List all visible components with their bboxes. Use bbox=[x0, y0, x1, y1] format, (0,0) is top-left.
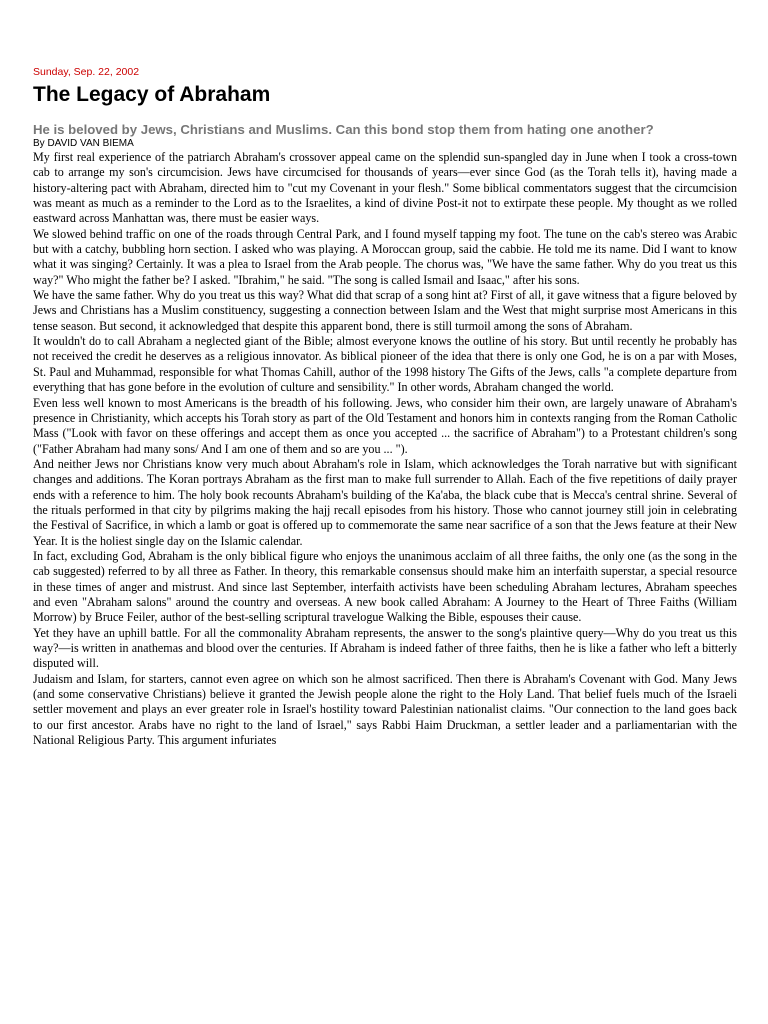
article-paragraph: We have the same father. Why do you treat us this way? What did that scrap of a song hint at? First of all, it gave witness that a figure beloved by Jews and Christians has a Muslim constituency, suggesting a connection between Islam and the West that might surprise most Americans in this tense season. But second, it acknowledged that despite this apparent bond, there is still turmoil among the sons of Abraham. bbox=[33, 288, 737, 333]
article-paragraph: My first real experience of the patriarch Abraham's crossover appeal came on the splendid sun-spangled day in June when I took a cross-town cab to arrange my son's circumcision. Jews have circumcised for thousands of years—ever since God (as the Torah tells it), having made a history-altering pact with Abraham, directed him to "cut my Covenant in your flesh." Some biblical commentators suggest that the circumcision was meant as much as a reminder to the Lord as to the Israelites, a kind of divine Post-it not to extirpate these people. My thought as we rolled eastward across Manhattan was, there must be easier ways. bbox=[33, 150, 737, 226]
article-paragraph: Yet they have an uphill battle. For all the commonality Abraham represents, the answer to the song's plaintive query—Why do you treat us this way?—is written in anathemas and blood over the centuries. If Abraham is indeed father of three faiths, then he is like a father who left a bitterly disputed will. bbox=[33, 625, 737, 671]
article-date: Sunday, Sep. 22, 2002 bbox=[33, 66, 140, 78]
article-byline: By DAVID VAN BIEMA bbox=[33, 138, 134, 149]
article-paragraph: Judaism and Islam, for starters, cannot even agree on which son he almost sacrificed. Then there is Abraham's Covenant with God. Many Jews (and some conservative Christians) believe it granted the Jewish people alone the right to the Holy Land. That belief fuels much of the Israeli settler movement and plays an ever greater role in Israel's hostility toward Palestinian nationalist claims. "Our connection to the land goes back to our first ancestor. Arabs have no right to the land of Israel," says Rabbi Haim Druckman, a settler leader and a parliamentarian with the National Religious Party. This argument infuriates bbox=[33, 671, 737, 748]
article-paragraph: In fact, excluding God, Abraham is the only biblical figure who enjoys the unanimous acclaim of all three faiths, the only one (as the song in the cab suggested) referred to by all three as Father. In theory, this remarkable consensus should make him an interfaith superstar, a special resource in these times of anger and mistrust. And since last September, interfaith activists have been scheduling Abraham lectures, Abraham speeches and even "Abraham salons" around the country and overseas. A new book called Abraham: A Journey to the Heart of Three Faiths (William Morrow) by Bruce Feiler, author of the best-selling scriptural travelogue Walking the Bible, espouses their cause. bbox=[33, 548, 737, 625]
article-title: The Legacy of Abraham bbox=[33, 83, 271, 106]
article-body bbox=[33, 150, 737, 748]
article-paragraph: Even less well known to most Americans is the breadth of his following. Jews, who consider him their own, are largely unaware of Abraham's presence in Christianity, which accepts his Torah story as part of the Old Testament and honors him in contexts ranging from the Roman Catholic Mass ("Look with favor on these offerings and accept them as once you accepted ... the sacrifice of Abraham") to a Protestant children's song ("Father Abraham had many sons/ And I am one of them and so are you ... "). bbox=[33, 395, 737, 456]
article-paragraph: And neither Jews nor Christians know very much about Abraham's role in Islam, which acknowledges the Torah narrative but with significant changes and additions. The Koran portrays Abraham as the first man to make full surrender to Allah. Each of the five repetitions of daily prayer ends with a reference to him. The holy book recounts Abraham's building of the Ka'aba, the black cube that is Mecca's central shrine. Several of the rituals performed in that city by pilgrims making the hajj recall episodes from his history. Those who cannot journey still join in celebrating the Festival of Sacrifice, in which a lamb or goat is offered up to commemorate the same near sacrifice of a son that the Jews feature at their New Year. It is the holiest single day on the Islamic calendar. bbox=[33, 456, 737, 548]
article bbox=[33, 66, 737, 748]
article-deck: He is beloved by Jews, Christians and Muslims. Can this bond stop them from hating one another? bbox=[33, 122, 654, 137]
article-paragraph: It wouldn't do to call Abraham a neglected giant of the Bible; almost everyone knows the outline of his story. But until recently he probably has not received the credit he deserves as a religious innovator. As biblical pioneer of the idea that there is only one God, he is on a par with Moses, St. Paul and Muhammad, responsible for what Thomas Cahill, author of the 1998 history The Gifts of the Jews, calls "a complete departure from everything that has gone before in the evolution of culture and sensibility." In other words, Abraham changed the world. bbox=[33, 334, 737, 395]
article-paragraph: We slowed behind traffic on one of the roads through Central Park, and I found myself tapping my foot. The tune on the cab's stereo was Arabic but with a catchy, bubbling horn section. I asked who was playing. A Moroccan group, said the cabbie. He told me its name. Did I want to know what it was singing? Certainly. It was a plea to Israel from the Arab people. The chorus was, "We have the same father. Why do you treat us this way?" Who might the father be? I asked. "Ibrahim," he said. "The song is called Ismail and Isaac," after his sons. bbox=[33, 226, 737, 287]
